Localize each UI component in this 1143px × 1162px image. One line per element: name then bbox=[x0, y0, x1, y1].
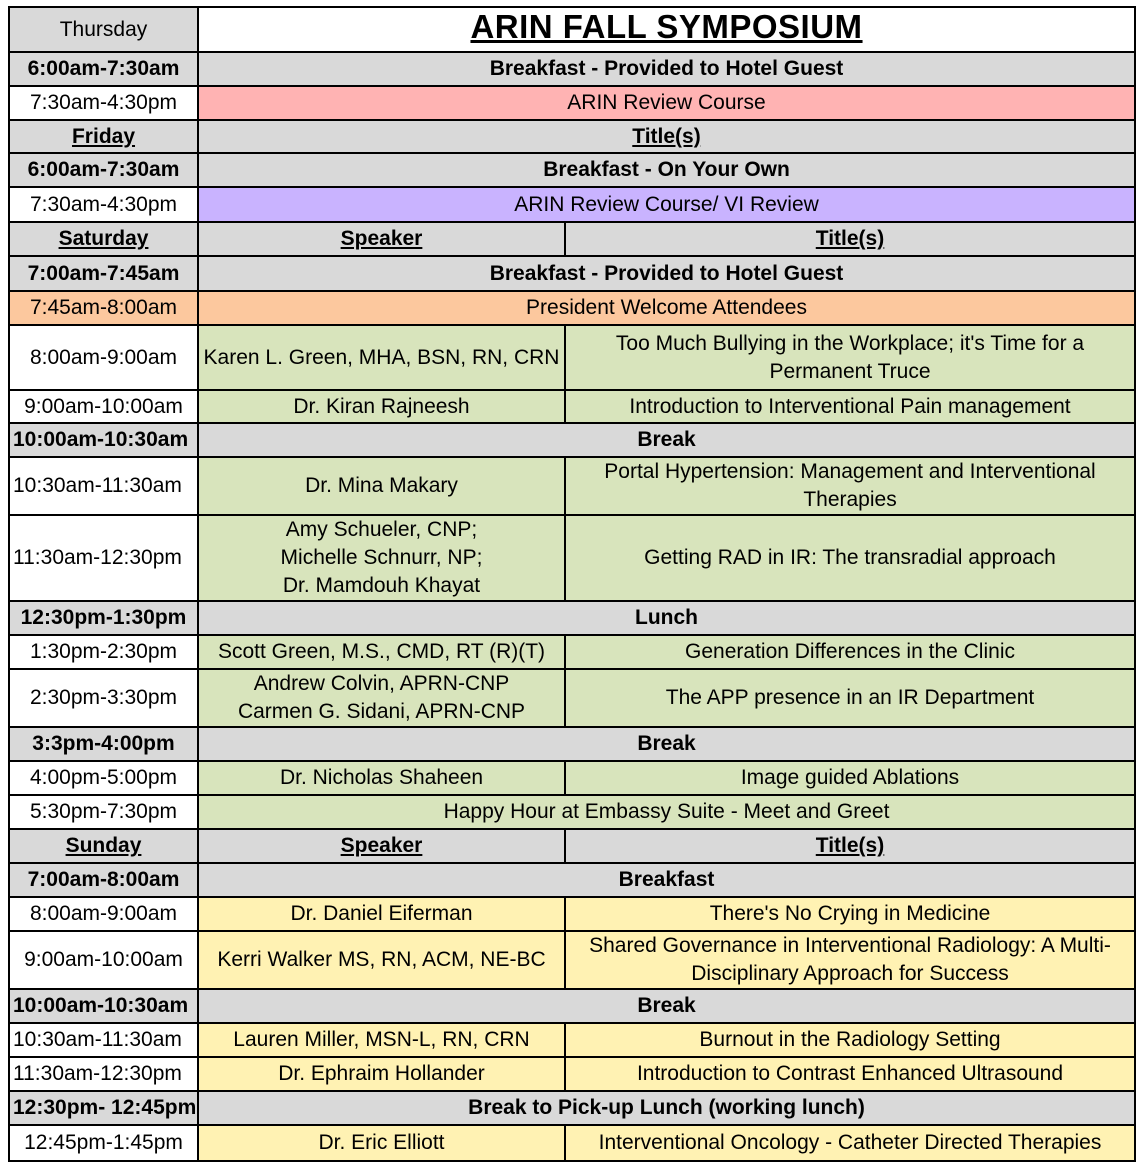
schedule-row bbox=[9, 86, 1135, 120]
schedule-row bbox=[9, 52, 1135, 86]
time-cell: 10:30am-11:30am bbox=[9, 1023, 198, 1057]
friday-header-row bbox=[9, 120, 1135, 153]
time-cell: 3:3pm-4:00pm bbox=[9, 727, 198, 761]
speaker-line: Carmen G. Sidani, APRN-CNP bbox=[237, 700, 526, 723]
thursday-header-row bbox=[9, 7, 1135, 52]
day-label-saturday: Saturday bbox=[9, 222, 198, 256]
page-title: ARIN FALL SYMPOSIUM bbox=[198, 7, 1135, 52]
speaker-cell: Dr. Daniel Eiferman bbox=[198, 897, 565, 931]
talk-title-cell: Interventional Oncology - Catheter Directed Therapies bbox=[565, 1125, 1135, 1161]
speaker-cell: Dr. Mina Makary bbox=[198, 457, 565, 515]
talk-title-cell: Introduction to Contrast Enhanced Ultrasound bbox=[565, 1057, 1135, 1091]
speaker-header: Speaker bbox=[198, 222, 565, 256]
schedule-row bbox=[9, 601, 1135, 635]
speaker-header: Speaker bbox=[198, 829, 565, 863]
talk-title-cell: Introduction to Interventional Pain management bbox=[565, 390, 1135, 423]
speaker-cell: Karen L. Green, MHA, BSN, RN, CRN bbox=[198, 325, 565, 390]
event-cell: Breakfast bbox=[198, 863, 1135, 897]
talk-title-cell: Getting RAD in IR: The transradial approach bbox=[565, 515, 1135, 601]
day-label-friday: Friday bbox=[9, 120, 198, 153]
schedule-row bbox=[9, 325, 1135, 390]
time-cell: 7:30am-4:30pm bbox=[9, 86, 198, 120]
schedule-row bbox=[9, 153, 1135, 187]
schedule-row bbox=[9, 256, 1135, 291]
schedule-row bbox=[9, 423, 1135, 457]
speaker-cell: Kerri Walker MS, RN, ACM, NE-BC bbox=[198, 931, 565, 989]
time-cell: 10:30am-11:30am bbox=[9, 457, 198, 515]
schedule-row bbox=[9, 761, 1135, 795]
schedule-row bbox=[9, 989, 1135, 1023]
time-cell: 12:30pm- 12:45pm bbox=[9, 1091, 198, 1125]
speaker-cell: Dr. Kiran Rajneesh bbox=[198, 390, 565, 423]
event-cell: President Welcome Attendees bbox=[198, 291, 1135, 325]
time-cell: 4:00pm-5:00pm bbox=[9, 761, 198, 795]
time-cell: 10:00am-10:30am bbox=[9, 989, 198, 1023]
schedule-row bbox=[9, 457, 1135, 515]
talk-title-cell: Shared Governance in Interventional Radiology: A Multi-Disciplinary Approach for Success bbox=[565, 931, 1135, 989]
talk-title-cell: The APP presence in an IR Department bbox=[565, 669, 1135, 727]
schedule-row bbox=[9, 1023, 1135, 1057]
saturday-header-row bbox=[9, 222, 1135, 256]
time-cell: 9:00am-10:00am bbox=[9, 390, 198, 423]
time-cell: 7:45am-8:00am bbox=[9, 291, 198, 325]
speaker-line: Michelle Schnurr, NP; bbox=[280, 546, 483, 569]
speaker-cell: Dr. Nicholas Shaheen bbox=[198, 761, 565, 795]
speaker-cell: Lauren Miller, MSN-L, RN, CRN bbox=[198, 1023, 565, 1057]
speaker-line: Andrew Colvin, APRN-CNP bbox=[253, 672, 510, 695]
schedule-table bbox=[8, 6, 1136, 1162]
title-header: Title(s) bbox=[565, 829, 1135, 863]
time-cell: 8:00am-9:00am bbox=[9, 325, 198, 390]
event-cell: Breakfast - On Your Own bbox=[198, 153, 1135, 187]
speaker-line: Amy Schueler, CNP; bbox=[285, 518, 478, 541]
schedule-row bbox=[9, 795, 1135, 829]
speaker-line: Dr. Mamdouh Khayat bbox=[282, 574, 481, 597]
time-cell: 7:30am-4:30pm bbox=[9, 187, 198, 222]
schedule-row bbox=[9, 669, 1135, 727]
time-cell: 12:45pm-1:45pm bbox=[9, 1125, 198, 1161]
time-cell: 1:30pm-2:30pm bbox=[9, 635, 198, 669]
speaker-cell bbox=[198, 669, 565, 727]
schedule-row bbox=[9, 390, 1135, 423]
title-header: Title(s) bbox=[198, 120, 1135, 153]
time-cell: 12:30pm-1:30pm bbox=[9, 601, 198, 635]
talk-title-cell: Too Much Bullying in the Workplace; it's Time for a Permanent Truce bbox=[565, 325, 1135, 390]
talk-title-cell: Image guided Ablations bbox=[565, 761, 1135, 795]
day-label-sunday: Sunday bbox=[9, 829, 198, 863]
event-cell: Break bbox=[198, 727, 1135, 761]
talk-title-cell: Burnout in the Radiology Setting bbox=[565, 1023, 1135, 1057]
speaker-cell: Scott Green, M.S., CMD, RT (R)(T) bbox=[198, 635, 565, 669]
schedule-container bbox=[8, 6, 1136, 1162]
schedule-row bbox=[9, 897, 1135, 931]
event-cell: Break bbox=[198, 423, 1135, 457]
schedule-row bbox=[9, 727, 1135, 761]
event-cell: ARIN Review Course bbox=[198, 86, 1135, 120]
time-cell: 2:30pm-3:30pm bbox=[9, 669, 198, 727]
schedule-row bbox=[9, 1125, 1135, 1161]
time-cell: 8:00am-9:00am bbox=[9, 897, 198, 931]
speaker-cell: Dr. Eric Elliott bbox=[198, 1125, 565, 1161]
speaker-cell bbox=[198, 515, 565, 601]
time-cell: 11:30am-12:30pm bbox=[9, 515, 198, 601]
time-cell: 9:00am-10:00am bbox=[9, 931, 198, 989]
schedule-row bbox=[9, 187, 1135, 222]
schedule-row bbox=[9, 515, 1135, 601]
event-cell: Lunch bbox=[198, 601, 1135, 635]
time-cell: 6:00am-7:30am bbox=[9, 52, 198, 86]
schedule-row bbox=[9, 863, 1135, 897]
talk-title-cell: There's No Crying in Medicine bbox=[565, 897, 1135, 931]
day-label-thursday: Thursday bbox=[9, 7, 198, 52]
event-cell: Happy Hour at Embassy Suite - Meet and Greet bbox=[198, 795, 1135, 829]
time-cell: 7:00am-8:00am bbox=[9, 863, 198, 897]
event-cell: Breakfast - Provided to Hotel Guest bbox=[198, 52, 1135, 86]
sunday-header-row bbox=[9, 829, 1135, 863]
talk-title-cell: Portal Hypertension: Management and Interventional Therapies bbox=[565, 457, 1135, 515]
schedule-row bbox=[9, 1057, 1135, 1091]
schedule-row bbox=[9, 635, 1135, 669]
schedule-row bbox=[9, 291, 1135, 325]
time-cell: 6:00am-7:30am bbox=[9, 153, 198, 187]
speaker-cell: Dr. Ephraim Hollander bbox=[198, 1057, 565, 1091]
schedule-row bbox=[9, 931, 1135, 989]
talk-title-cell: Generation Differences in the Clinic bbox=[565, 635, 1135, 669]
time-cell: 10:00am-10:30am bbox=[9, 423, 198, 457]
schedule-row bbox=[9, 1091, 1135, 1125]
time-cell: 5:30pm-7:30pm bbox=[9, 795, 198, 829]
event-cell: Break to Pick-up Lunch (working lunch) bbox=[198, 1091, 1135, 1125]
event-cell: Break bbox=[198, 989, 1135, 1023]
time-cell: 11:30am-12:30pm bbox=[9, 1057, 198, 1091]
time-cell: 7:00am-7:45am bbox=[9, 256, 198, 291]
title-header: Title(s) bbox=[565, 222, 1135, 256]
event-cell: Breakfast - Provided to Hotel Guest bbox=[198, 256, 1135, 291]
event-cell: ARIN Review Course/ VI Review bbox=[198, 187, 1135, 222]
